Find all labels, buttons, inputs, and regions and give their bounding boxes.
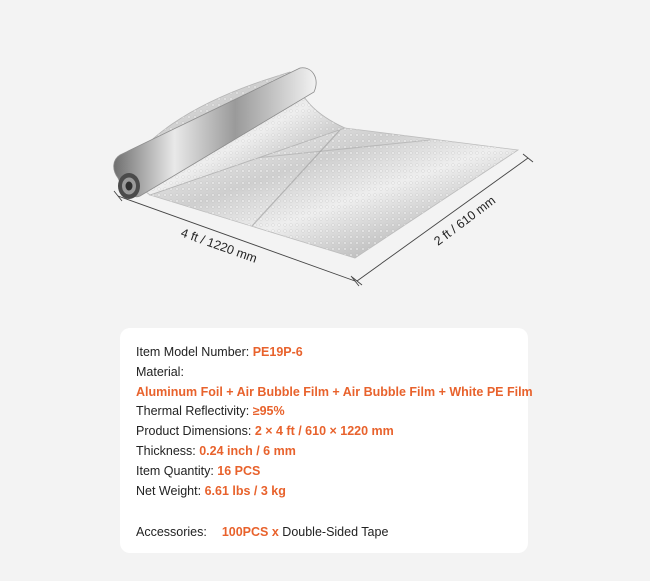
accessories-item: Double-Sided Tape xyxy=(282,525,389,539)
thickness-row xyxy=(136,443,296,459)
material-row xyxy=(136,364,184,380)
model-number-label: Item Model Number: xyxy=(136,345,250,359)
thickness-value: 0.24 inch / 6 mm xyxy=(199,444,296,458)
model-number-row xyxy=(136,344,303,360)
dimensions-row xyxy=(136,423,394,439)
thickness-label: Thickness: xyxy=(136,444,196,458)
reflectivity-value: ≥95% xyxy=(252,404,285,418)
weight-value: 6.61 lbs / 3 kg xyxy=(204,484,286,498)
accessories-label: Accessories: xyxy=(136,525,207,539)
dimensions-label: Product Dimensions: xyxy=(136,424,252,438)
material-value: Aluminum Foil + Air Bubble Film + Air Bubble Film + White PE Film xyxy=(136,385,533,399)
model-number-value: PE19P-6 xyxy=(252,345,303,359)
quantity-value: 16 PCS xyxy=(217,464,261,478)
accessories-row xyxy=(136,524,388,540)
dimensions-value: 2 × 4 ft / 610 × 1220 mm xyxy=(254,424,394,438)
weight-label: Net Weight: xyxy=(136,484,202,498)
width-label: 2 ft / 610 mm xyxy=(431,193,499,249)
specifications-card xyxy=(120,328,533,553)
accessories-value: 100PCS x xyxy=(221,525,279,539)
quantity-label: Item Quantity: xyxy=(136,464,214,478)
reflectivity-label: Thermal Reflectivity: xyxy=(136,404,250,418)
reflectivity-row xyxy=(136,403,285,419)
length-label: 4 ft / 1220 mm xyxy=(178,225,259,266)
weight-row xyxy=(136,483,286,499)
quantity-row xyxy=(136,463,260,479)
material-label: Material: xyxy=(136,365,184,379)
